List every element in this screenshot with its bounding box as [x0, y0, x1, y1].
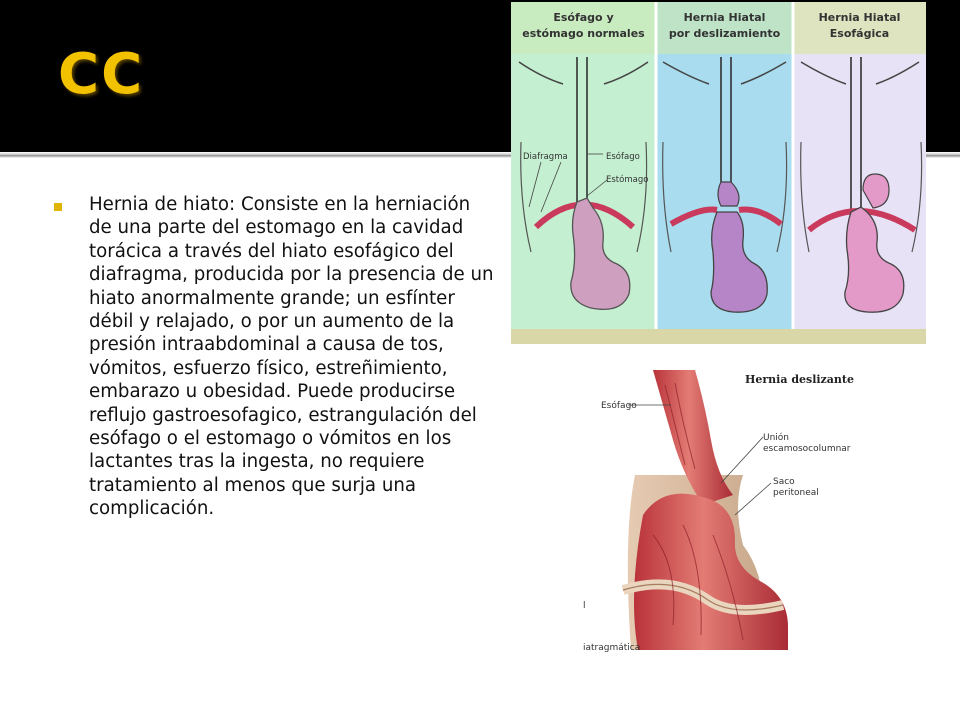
panel-label: Esófago y estómago normales: [522, 11, 645, 40]
figure-footer-strip: [511, 329, 926, 344]
panel-label: Hernia Hiatal Esofágica: [818, 11, 901, 40]
label-cut-bottom: iatragmática: [583, 643, 641, 653]
label-esophagus: Esófago: [601, 401, 637, 411]
comparison-drawing: [511, 2, 926, 344]
panel-label: Hernia Hiatal por deslizamiento: [668, 11, 781, 40]
label-squamocolumnar-junction: Unión escamosocolumnar: [763, 433, 851, 454]
stomach-body: [634, 494, 788, 650]
label-peritoneal-sac: Saco peritoneal: [773, 477, 819, 498]
hiatal-hernia-comparison-figure: [511, 2, 926, 344]
sliding-hernia-illustration: [583, 365, 863, 655]
illustration-title: Hernia deslizante: [745, 373, 855, 386]
bullet-square-icon: [54, 203, 62, 211]
annotation-stomach: Estómago: [606, 175, 649, 185]
annotation-diaphragm: Diafragma: [523, 152, 568, 162]
label-cut-left: l: [583, 601, 586, 611]
bullet-text: Hernia de hiato: Consiste en la herniación de una parte del estomago en la cavidad torácica a través del hiato esofágico del diafragma, producida por la presencia de un hiato anormalmente grande; un esfínter débil y relajado, o por un aumento de la presión intraabdominal a causa de tos, vómitos, esfuerzo físico, estreñimiento, embarazo u obesidad. Puede producirse reflujo gastroesofagico, estrangulación del esófago o el estomago o vómitos en los lactantes tras la ingesta, no requiere tratamiento al menos que surja una complicación.: [89, 194, 494, 520]
slide-title: CC: [58, 42, 145, 107]
annotation-esophagus: Esófago: [606, 152, 640, 162]
